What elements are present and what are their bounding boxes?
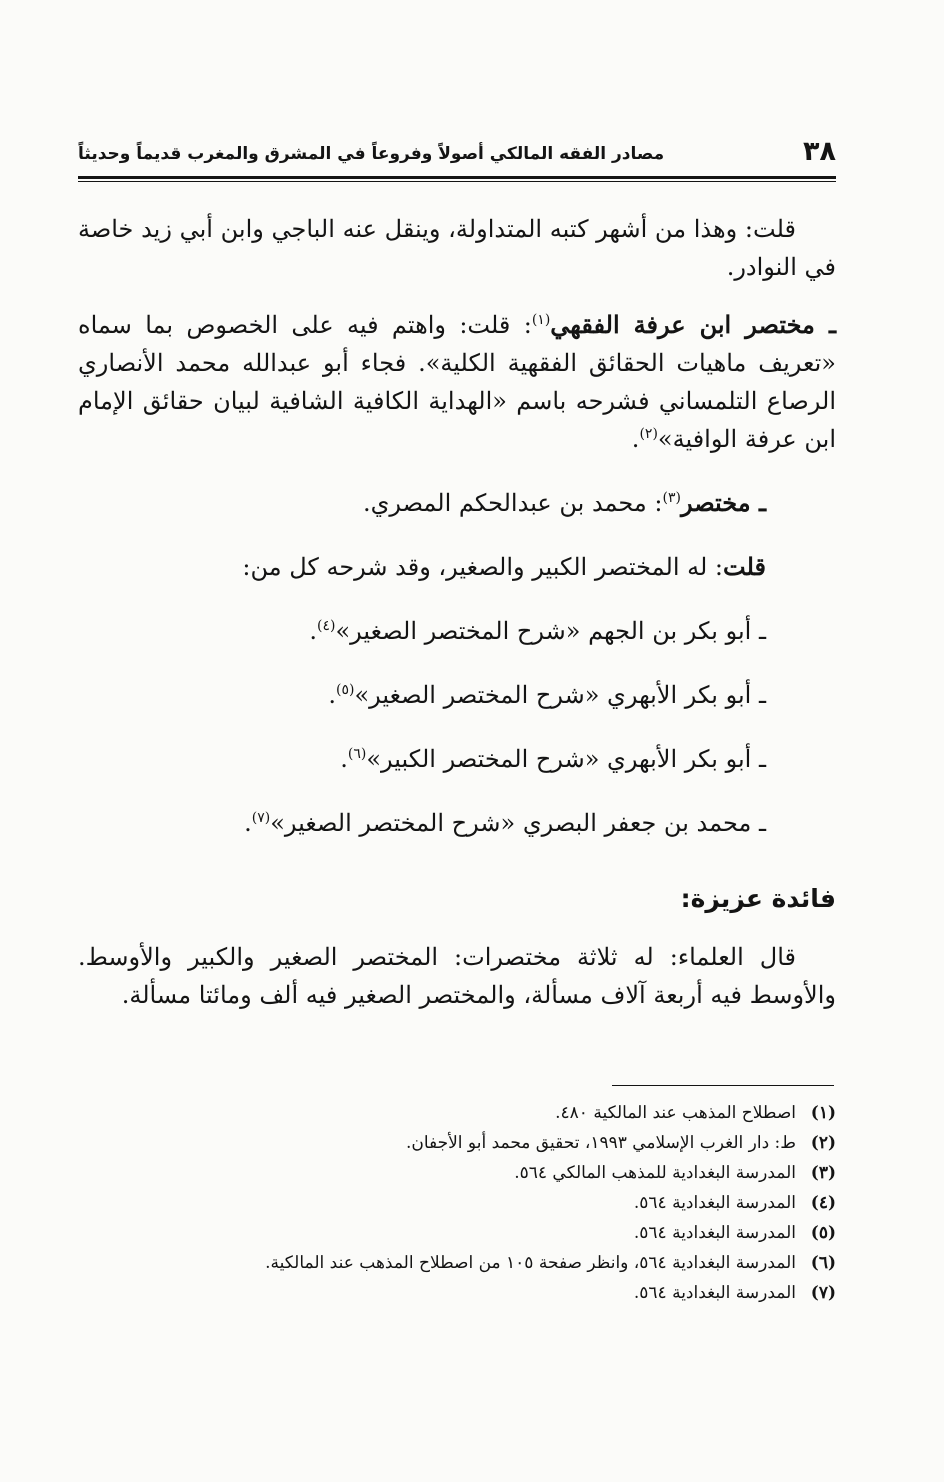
footnote: (٦) المدرسة البغدادية ٥٦٤، وانظر صفحة ١٠٥ من اصطلاح المذهب عند المالكية. bbox=[265, 1253, 836, 1273]
main-text bbox=[78, 210, 836, 1014]
footnote-mark-6: (٦) bbox=[347, 746, 367, 762]
footnote: (٤) المدرسة البغدادية ٥٦٤. bbox=[633, 1193, 836, 1213]
list-item: ـ أبو بكر بن الجهم «شرح المختصر الصغير»$^{(٤)}$. bbox=[309, 617, 766, 645]
list-item: ـ محمد بن جعفر البصري «شرح المختصر الصغير»$^{(٧)}$. bbox=[244, 809, 766, 837]
qultu-label: قلت bbox=[723, 552, 766, 581]
footnote-mark-7: (٧) bbox=[251, 810, 271, 826]
running-title: مصادر الفقه المالكي أصولاً وفروعاً في المشرق والمغرب قديماً وحديثاً bbox=[78, 144, 665, 164]
list-item: ـ أبو بكر الأبهري «شرح المختصر الكبير»$^{(٦)}$. bbox=[340, 745, 766, 773]
paragraph-4 bbox=[78, 548, 836, 586]
header-rule-thin bbox=[78, 181, 836, 182]
paragraph-3 bbox=[78, 484, 836, 522]
footnote-mark-5: (٥) bbox=[335, 682, 355, 698]
footnote: (٢) ط: دار الغرب الإسلامي ١٩٩٣، تحقيق محمد أبو الأجفان. bbox=[405, 1133, 836, 1153]
footnote: (٧) المدرسة البغدادية ٥٦٤. bbox=[633, 1283, 836, 1303]
entry-title-ibn-arafa: ـ مختصر ابن عرفة الفقهي bbox=[550, 310, 836, 339]
paragraph-4-text: : له المختصر الكبير والصغير، وقد شرحه كل من: bbox=[242, 553, 724, 581]
paragraph-2-end: . bbox=[631, 425, 640, 453]
paragraph-2 bbox=[78, 306, 836, 458]
paragraph-1: قلت: وهذا من أشهر كتبه المتداولة، وينقل عنه الباجي وابن أبي زيد خاصة في النوادر. bbox=[78, 215, 836, 281]
footnote: (٥) المدرسة البغدادية ٥٦٤. bbox=[633, 1223, 836, 1243]
entry-title-mukhtasar: ـ مختصر bbox=[680, 488, 766, 517]
footnote-mark-4: (٤) bbox=[317, 618, 336, 634]
footnote-mark-2: (٢) bbox=[639, 426, 658, 442]
footnote: (١) اصطلاح المذهب عند المالكية ٤٨٠. bbox=[555, 1103, 836, 1123]
footnote-separator bbox=[612, 1085, 834, 1086]
paragraph-3-text: : محمد بن عبدالحكم المصري. bbox=[362, 489, 663, 517]
page-header bbox=[78, 136, 836, 176]
section-heading: فائدة عزيزة: bbox=[680, 884, 836, 913]
header-rule-thick bbox=[78, 176, 836, 179]
footnote-mark-1: (١) bbox=[531, 312, 551, 328]
paragraph-5: قال العلماء: له ثلاثة مختصرات: المختصر الصغير والكبير والأوسط. والأوسط فيه أربعة آلاف مسألة، والمختصر الصغير فيه ألف ومائتا مسألة. bbox=[78, 943, 836, 1009]
footnotes bbox=[110, 1098, 836, 1308]
page-number: ٣٨ bbox=[803, 136, 836, 167]
footnote-mark-3: (٣) bbox=[662, 490, 681, 506]
list-item: ـ أبو بكر الأبهري «شرح المختصر الصغير»$^{(٥)}$. bbox=[328, 681, 766, 709]
footnote: (٣) المدرسة البغدادية للمذهب المالكي ٥٦٤. bbox=[514, 1163, 836, 1183]
paragraph-2-text: : قلت: واهتم فيه على الخصوص بما سماه «تعريف ماهيات الحقائق الفقهية الكلية». فجاء أبو عبدالله محمد الأنصاري الرصاع التلمساني فشرحه باسم «الهداية الكافية الشافية لبيان حقائق الإمام ابن عرفة الوافية» bbox=[78, 311, 836, 453]
